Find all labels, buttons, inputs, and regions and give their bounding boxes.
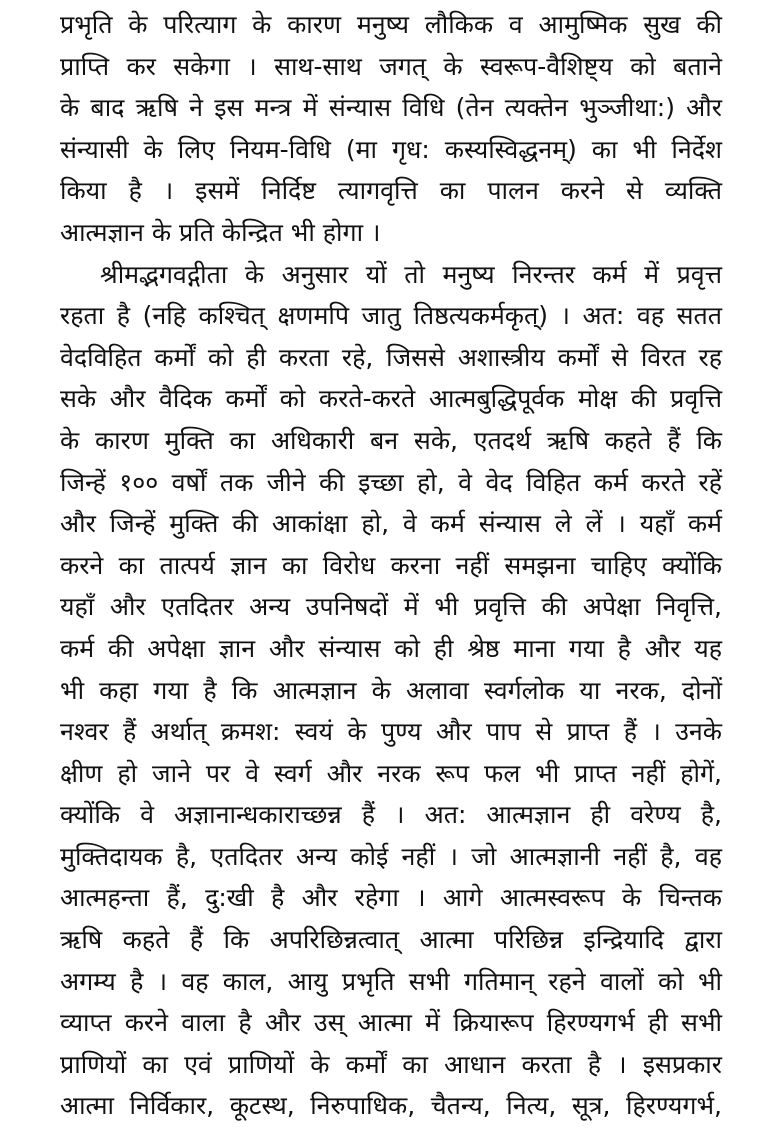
- text-line: प्रभृति के परित्याग के कारण मनुष्य लौकिक व आमुष्मिक सुख की: [60, 10, 722, 39]
- text-line: क्योंकि वे अज्ञानान्धकाराच्छन्न हैं । अत: आत्मज्ञान ही वरेण्य है,: [60, 800, 722, 830]
- text-line: के कारण मुक्ति का अधिकारी बन सके, एतदर्थ ऋषि कहते हैं कि: [60, 425, 722, 455]
- text-line: सके और वैदिक कर्मों को करते-करते आत्मबुद्धिपूर्वक मोक्ष की प्रवृत्ति: [60, 384, 722, 414]
- text-line: यहाँ और एतदितर अन्य उपनिषदों में भी प्रवृत्ति की अपेक्षा निवृत्ति,: [60, 592, 722, 622]
- text-line: प्राप्ति कर सकेगा । साथ-साथ जगत् के स्वरूप-वैशिष्ट्य को बताने: [60, 51, 722, 81]
- text-line: किया है । इसमें निर्दिष्ट त्यागवृत्ति का पालन करने से व्यक्ति: [60, 176, 722, 206]
- text-line: व्याप्त करने वाला है और उस् आत्मा में क्रियारूप हिरण्यगर्भ ही सभी: [60, 1008, 722, 1038]
- text-line: संन्यासी के लिए नियम-विधि (मा गृध: कस्यस्विद्धनम्) का भी निर्देश: [60, 134, 722, 164]
- text-line: भी कहा गया है कि आत्मज्ञान के अलावा स्वर्गलोक या नरक, दोनों: [60, 675, 722, 705]
- paragraph-1: [60, 4, 722, 254]
- text-line: जिन्हें १०० वर्षों तक जीने की इच्छा हो, वे वेद विहित कर्म करते रहें: [60, 467, 722, 497]
- text-line: करने का तात्पर्य ज्ञान का विरोध करना नहीं समझना चाहिए क्योंकि: [60, 550, 722, 580]
- text-line: आत्महन्ता हैं, दु:खी है और रहेगा । आगे आत्मस्वरूप के चिन्तक: [60, 883, 722, 913]
- text-line: श्रीमद्भगवद्गीता के अनुसार यों तो मनुष्य निरन्तर कर्म में प्रवृत्त: [100, 259, 722, 289]
- text-line: कर्म की अपेक्षा ज्ञान और संन्यास को ही श्रेष्ठ माना गया है और यह: [60, 633, 722, 663]
- text-line: नश्वर हैं अर्थात् क्रमश: स्वयं के पुण्य और पाप से प्राप्त हैं । उनके: [60, 717, 722, 747]
- text-line: प्राणियों का एवं प्राणियों के कर्मों का आधान करता है । इसप्रकार: [60, 1049, 722, 1079]
- text-line: वेदविहित कर्मों को ही करता रहे, जिससे अशास्त्रीय कर्मों से विरत रह: [60, 342, 722, 372]
- text-line: और जिन्हें मुक्ति की आकांक्षा हो, वे कर्म संन्यास ले लें । यहाँ कर्म: [60, 509, 722, 539]
- document-page: [60, 4, 722, 1127]
- text-line: ऋषि कहते हैं कि अपरिछिन्नत्वात् आत्मा परिछिन्न इन्द्रियादि द्वारा: [60, 925, 722, 955]
- paragraph-2: [60, 254, 722, 1127]
- text-line: रहता है (नहि कश्चित् क्षणमपि जातु तिष्ठत्यकर्मकृत्) । अत: वह सतत: [60, 301, 722, 331]
- text-line: मुक्तिदायक है, एतदितर अन्य कोई नहीं । जो आत्मज्ञानी नहीं है, वह: [60, 841, 722, 871]
- text-line: के बाद ऋषि ने इस मन्त्र में संन्यास विधि (तेन त्यक्तेन भुञ्जीथा:) और: [60, 93, 722, 123]
- text-line: आत्मज्ञान के प्रति केन्द्रित भी होगा ।: [60, 217, 381, 247]
- text-line: आत्मा निर्विकार, कूटस्थ, निरुपाधिक, चैतन्य, नित्य, सूत्र, हिरण्यगर्भ,: [60, 1091, 722, 1121]
- text-line: अगम्य है । वह काल, आयु प्रभृति सभी गतिमान् रहने वालों को भी: [60, 966, 722, 996]
- text-line: क्षीण हो जाने पर वे स्वर्ग और नरक रूप फल भी प्राप्त नहीं होगें,: [60, 758, 722, 788]
